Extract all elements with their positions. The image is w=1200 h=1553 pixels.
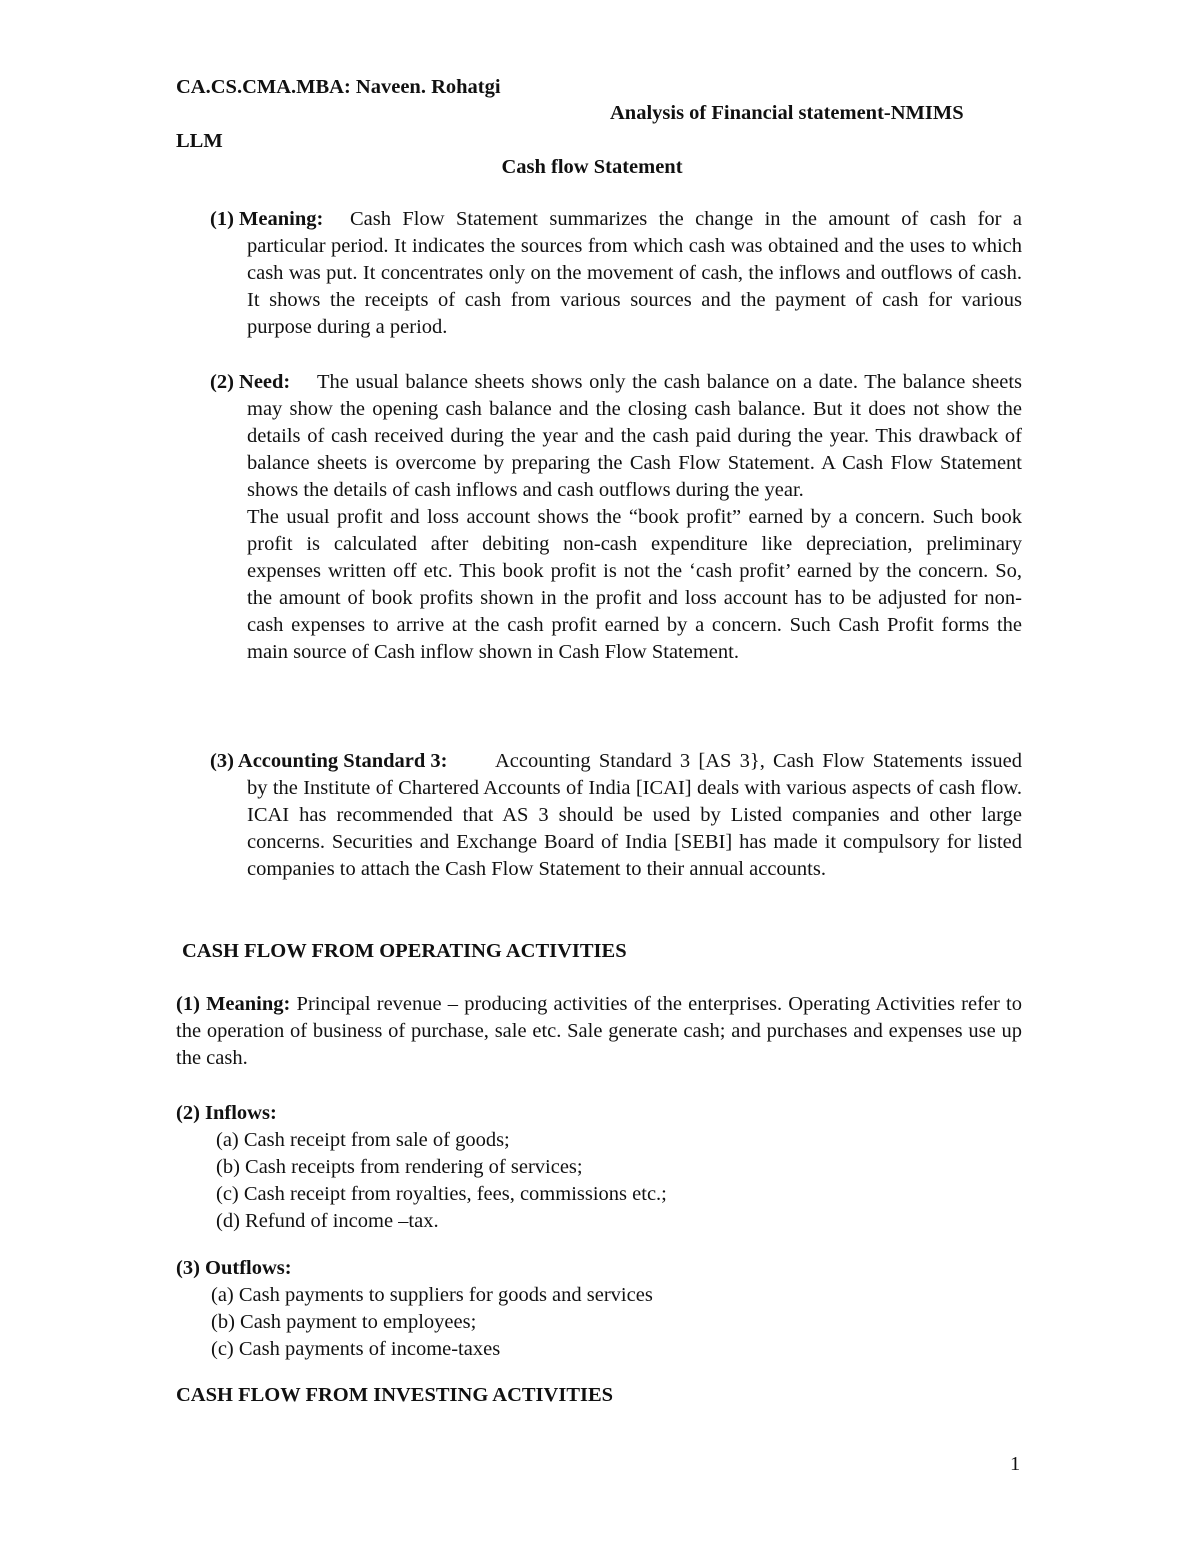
intro-item-as3 [210, 748, 1022, 883]
list-item: (a) Cash receipt from sale of goods; [216, 1129, 510, 1151]
degree-label: LLM [176, 130, 223, 152]
page-number: 1 [1010, 1453, 1021, 1475]
list-item: (c) Cash receipt from royalties, fees, commissions etc.; [216, 1183, 667, 1205]
meaning-label: (1) Meaning: [176, 993, 291, 1015]
author-line: CA.CS.CMA.MBA: Naveen. Rohatgi [176, 76, 501, 98]
item-label: (2) Need: [210, 371, 291, 393]
operating-meaning [176, 991, 1022, 1072]
course-title: Analysis of Financial statement-NMIMS [610, 102, 964, 124]
operating-heading: CASH FLOW FROM OPERATING ACTIVITIES [182, 940, 627, 962]
inflows-heading: (2) Inflows: [176, 1102, 277, 1124]
item-label: (1) Meaning: [210, 208, 324, 230]
outflows-heading: (3) Outflows: [176, 1257, 292, 1279]
list-item: (a) Cash payments to suppliers for goods and services [211, 1284, 653, 1306]
intro-item-need [210, 369, 1022, 666]
list-item: (c) Cash payments of income-taxes [211, 1338, 501, 1360]
item-text: Cash Flow Statement summarizes the change in the amount of cash for a particular period. It indicates the sources from which cash was obtained and the uses to which cash was put. It concentrates only on the movement of cash, the inflows and outflows of cash. It shows the receipts of cash from various sources and the payment of cash for various purpose during a period. [247, 208, 1022, 338]
list-item: (b) Cash payment to employees; [211, 1311, 477, 1333]
item-text: Accounting Standard 3 [AS 3}, Cash Flow Statements issued by the Institute of Chartered Accounts of India [ICAI] deals with various aspects of cash flow. ICAI has recommended that AS 3 should be used by Listed companies and other large concerns. Securities and Exchange Board of India [SEBI] has made it compulsory for listed companies to attach the Cash Flow Statement to their annual accounts. [247, 750, 1022, 880]
meaning-text: Principal revenue – producing activities of the enterprises. Operating Activities refer to the operation of business of purchase, sale etc. Sale generate cash; and purchases and expenses use up the cash. [176, 993, 1022, 1069]
list-item: (b) Cash receipts from rendering of services; [216, 1156, 583, 1178]
intro-item-meaning [210, 206, 1022, 341]
item-text: The usual balance sheets shows only the cash balance on a date. The balance sheets may show the opening cash balance and the closing cash balance. But it does not show the details of cash received during the year and the cash paid during the year. This drawback of balance sheets is overcome by preparing the Cash Flow Statement. A Cash Flow Statement shows the details of cash inflows and cash outflows during the year. [247, 371, 1022, 501]
list-item: (d) Refund of income –tax. [216, 1210, 439, 1232]
inflows-section [176, 1100, 1022, 1235]
item-text-continued: The usual profit and loss account shows the “book profit” earned by a concern. Such book profit is calculated after debiting non-cash expenditure like depreciation, preliminary expenses written off etc. This book profit is not the ‘cash profit’ earned by the concern. So, the amount of book profits shown in the profit and loss account has to be adjusted for non-cash expenses to arrive at the cash profit earned by a concern. Such Cash Profit forms the main source of Cash inflow shown in Cash Flow Statement. [247, 506, 1022, 663]
item-label: (3) Accounting Standard 3: [210, 750, 448, 772]
page-title: Cash flow Statement [501, 156, 683, 178]
investing-heading: CASH FLOW FROM INVESTING ACTIVITIES [176, 1384, 614, 1406]
outflows-section [176, 1255, 1022, 1363]
